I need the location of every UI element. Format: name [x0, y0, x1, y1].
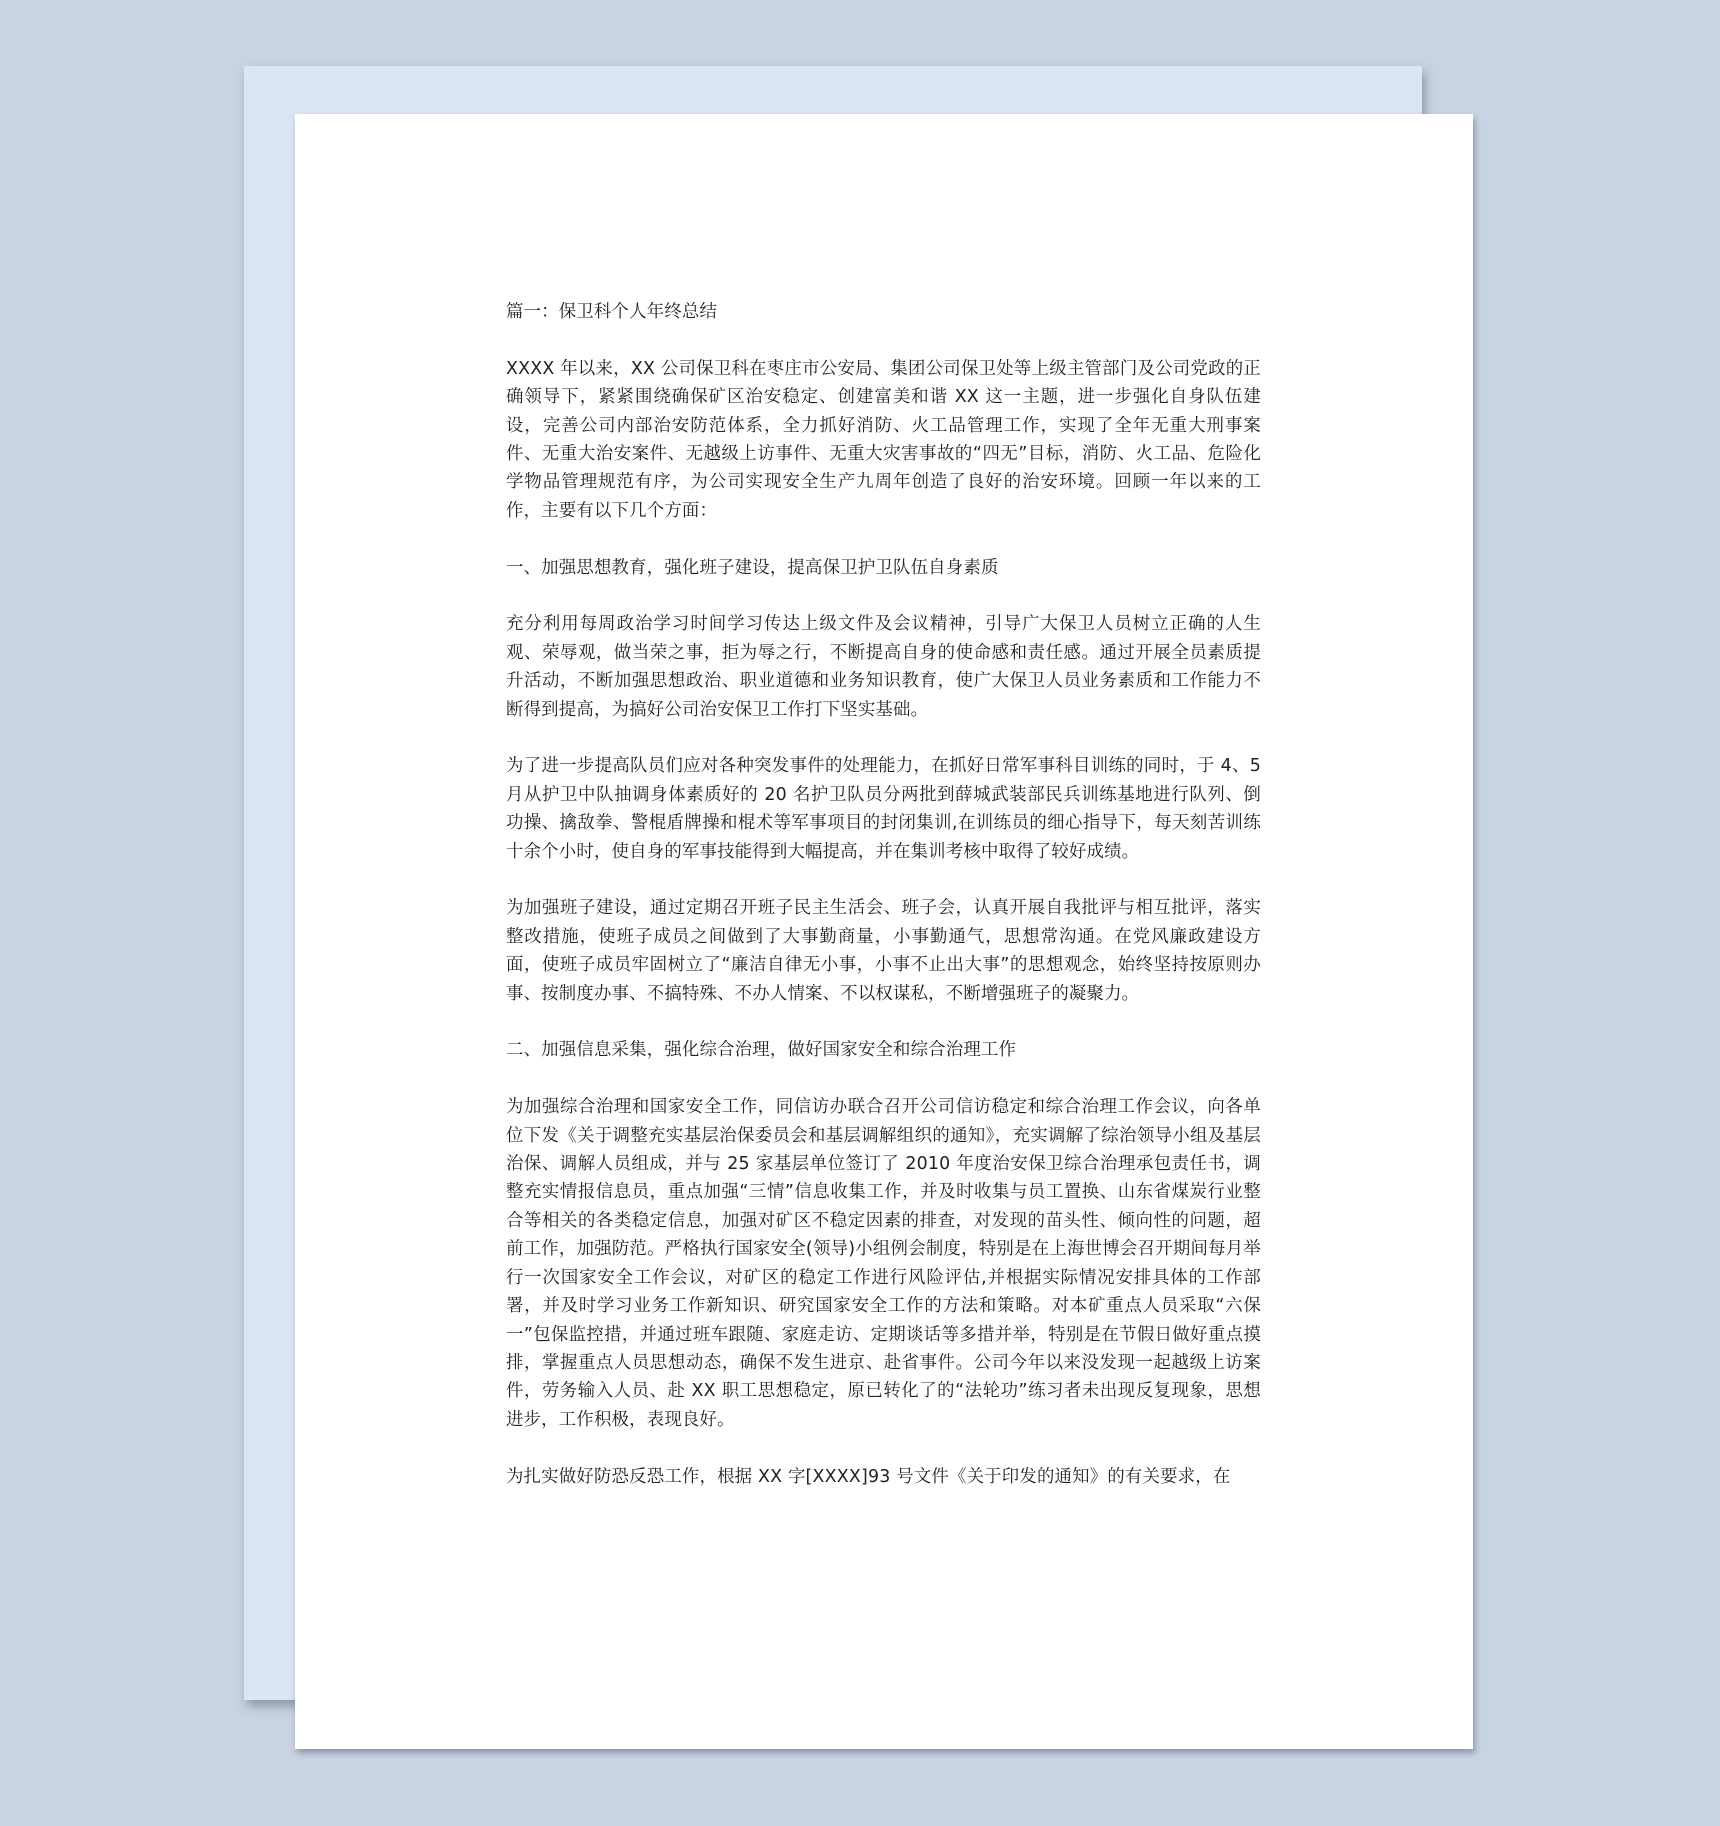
section-heading-1: 一、加强思想教育，强化班子建设，提高保卫护卫队伍自身素质 [506, 557, 999, 578]
document-title: 篇一：保卫科个人年终总结 [506, 302, 718, 322]
document-page [295, 114, 1473, 1749]
paragraph-intro: XXXX 年以来，XX 公司保卫科在枣庄市公安局、集团公司保卫处等上级主管部门及公司党政的正确领导下，紧紧围绕确保矿区治安稳定、创建富美和谐 XX 这一主题，进一步强化自身队伍建设，完善公司内部治安防范体系，全力抓好消防、火工品管理工作，实现了全年无重大刑事案件、无重大治安案件、无越级上访事件、无重大灾害事故的“四无”目标，消防、火工品、危险化学物品管理规范有序，为公司实现安全生产九周年创造了良好的治安环境。回顾一年以来的工作，主要有以下几个方面： [506, 358, 1261, 521]
paragraph: 为加强班子建设，通过定期召开班子民主生活会、班子会，认真开展自我批评与相互批评，落实整改措施，使班子成员之间做到了大事勤商量，小事勤通气，思想常沟通。在党风廉政建设方面，使班子成员牢固树立了“廉洁自律无小事，小事不止出大事”的思想观念，始终坚持按原则办事、按制度办事、不搞特殊、不办人情案、不以权谋私，不断增强班子的凝聚力。 [506, 898, 1261, 1004]
document-body [506, 298, 1261, 1519]
section-heading-2: 二、加强信息采集，强化综合治理，做好国家安全和综合治理工作 [506, 1040, 1017, 1061]
paragraph: 为扎实做好防恐反恐工作，根据 XX 字[XXXX]93 号文件《关于印发的通知》的有关要求，在 [506, 1466, 1231, 1487]
paragraph: 为了进一步提高队员们应对各种突发事件的处理能力，在抓好日常军事科目训练的同时，于 4、5 月从护卫中队抽调身体素质好的 20 名护卫队员分两批到薛城武装部民兵训练基地进行队列、倒功操、擒敌拳、警棍盾牌操和棍术等军事项目的封闭集训,在训练员的细心指导下，每天刻苦训练十余个小时，使自身的军事技能得到大幅提高，并在集训考核中取得了较好成绩。 [506, 756, 1261, 862]
paragraph: 充分利用每周政治学习时间学习传达上级文件及会议精神，引导广大保卫人员树立正确的人生观、荣辱观，做当荣之事，拒为辱之行，不断提高自身的使命感和责任感。通过开展全员素质提升活动，不断加强思想政治、职业道德和业务知识教育，使广大保卫人员业务素质和工作能力不断得到提高，为搞好公司治安保卫工作打下坚实基础。 [506, 614, 1261, 720]
paragraph: 为加强综合治理和国家安全工作，同信访办联合召开公司信访稳定和综合治理工作会议，向各单位下发《关于调整充实基层治保委员会和基层调解组织的通知》，充实调解了综治领导小组及基层治保、调解人员组成，并与 25 家基层单位签订了 2010 年度治安保卫综合治理承包责任书，调整充实情报信息员，重点加强“三情”信息收集工作，并及时收集与员工置换、山东省煤炭行业整合等相关的各类稳定信息，加强对矿区不稳定因素的排查，对发现的苗头性、倾向性的问题，超前工作，加强防范。严格执行国家安全(领导)小组例会制度，特别是在上海世博会召开期间每月举行一次国家安全工作会议，对矿区的稳定工作进行风险评估,并根据实际情况安排具体的工作部署，并及时学习业务工作新知识、研究国家安全工作的方法和策略。对本矿重点人员采取“六保一”包保监控措，并通过班车跟随、家庭走访、定期谈话等多措并举，特别是在节假日做好重点摸排，掌握重点人员思想动态，确保不发生进京、赴省事件。公司今年以来没发现一起越级上访案件，劳务输入人员、赴 XX 职工思想稳定，原已转化了的“法轮功”练习者未出现反复现象，思想进步，工作积极，表现良好。 [506, 1097, 1261, 1430]
